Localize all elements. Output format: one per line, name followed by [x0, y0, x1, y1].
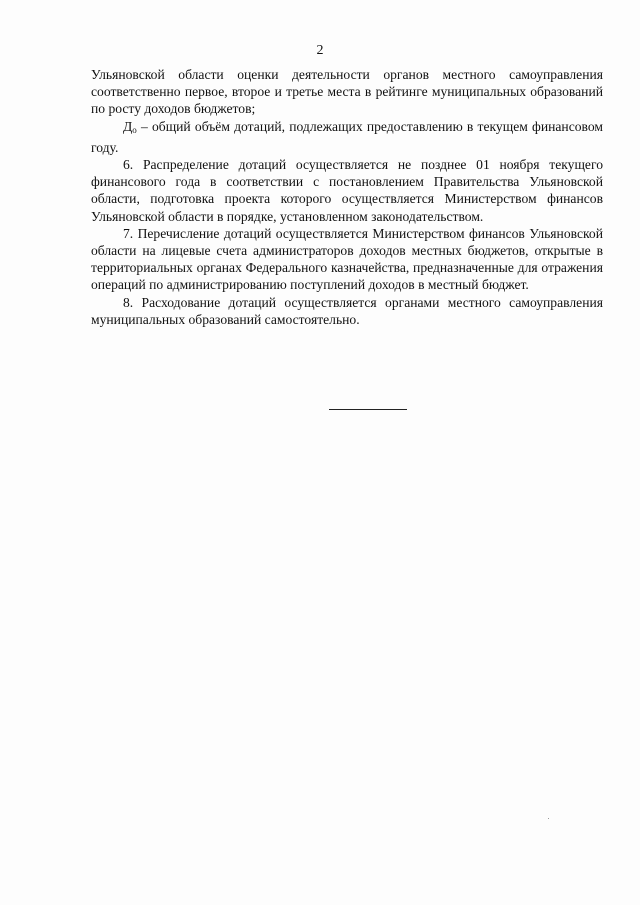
document-body [91, 66, 603, 328]
paragraph-do-definition [91, 118, 603, 156]
paragraph-7: 7. Перечисление дотаций осуществляется Министерством финансов Ульяновской области на лицевые счета администраторов доходов местных бюджетов, открытые в территориальных органах Федерального казначейства, предназначенные для отражения операций по администрированию поступлений доходов в местный бюджет. [91, 225, 603, 293]
do-subscript: о [132, 124, 137, 135]
paragraph-intro: Ульяновской области оценки деятельности органов местного самоуправления соответственно первое, второе и третье места в рейтинге муниципальных образований по росту доходов бюджетов; [91, 67, 603, 117]
scan-speck [548, 818, 549, 819]
do-symbol: Д [123, 118, 133, 134]
paragraph-8: 8. Расходование дотаций осуществляется органами местного самоуправления муниципальных образований самостоятельно. [91, 294, 603, 327]
do-definition-text: – общий объём дотаций, подлежащих предоставлению в текущем финансовом году. [91, 118, 603, 155]
page-number: 2 [316, 43, 324, 58]
paragraph-6: 6. Распределение дотаций осуществляется не позднее 01 ноября текущего финансового года в соответствии с постановлением Правительства Ульяновской области, подготовка проекта которого осуществляется Министерством финансов Ульяновской области в порядке, установленном законодательством. [91, 157, 603, 224]
end-separator-line [329, 409, 407, 410]
